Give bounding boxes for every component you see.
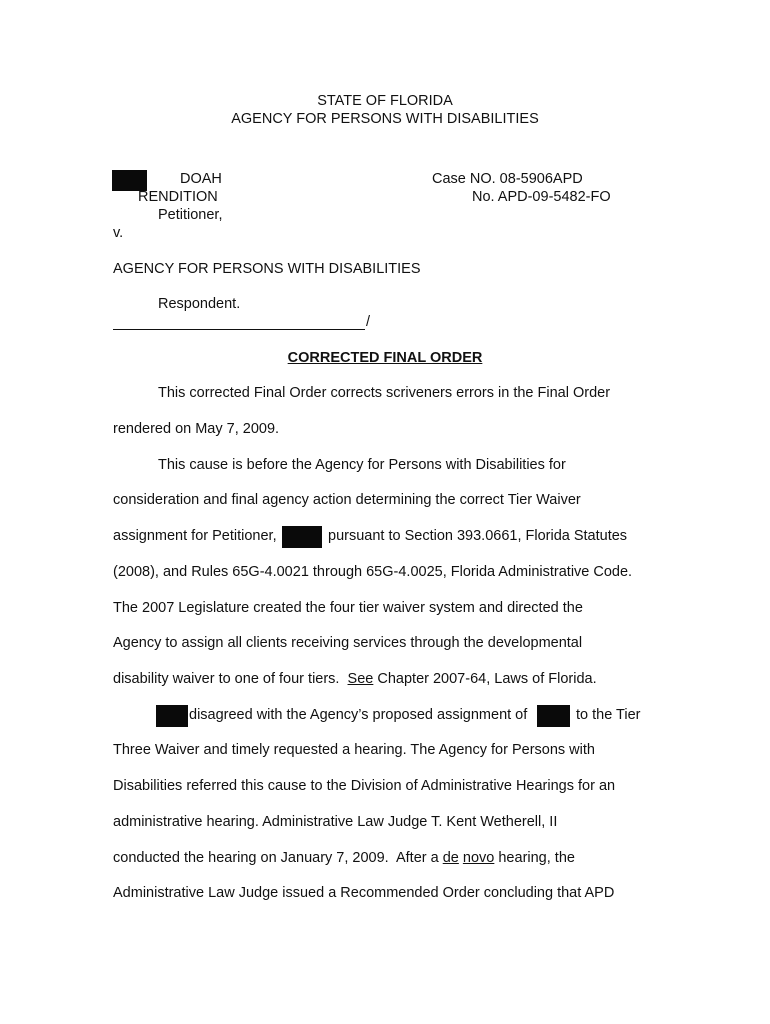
body-line: consideration and final agency action determining the correct Tier Waiver [113,492,581,508]
redaction-block [112,170,147,191]
body-line: Administrative Law Judge issued a Recommended Order concluding that APD [113,885,615,901]
order-title: CORRECTED FINAL ORDER [287,350,483,366]
body-line: rendered on May 7, 2009. [113,421,280,437]
agency-heading: AGENCY FOR PERSONS WITH DISABILITIES [231,111,539,127]
apd-number: No. APD-09-5482-FO [472,189,611,205]
state-heading: STATE OF FLORIDA [317,93,453,109]
body-text: hearing, the [494,850,575,866]
body-text: Chapter 2007-64, Laws of Florida. [373,671,597,687]
body-text: conducted the hearing on January 7, 2009. After a [113,850,443,866]
caption-rule [113,329,365,330]
body-line: pursuant to Section 393.0661, Florida Statutes [328,528,628,544]
body-line: disagreed with the Agency’s proposed assignment of [189,707,528,723]
body-line: administrative hearing. Administrative Law Judge T. Kent Wetherell, II [113,814,558,830]
body-line: (2008), and Rules 65G-4.0021 through 65G-4.0025, Florida Administrative Code. [113,564,633,580]
redaction-block [156,705,188,727]
redaction-block [282,526,322,548]
redaction-block [537,705,570,727]
body-line [113,671,597,687]
rendition-stamp: RENDITION [138,189,218,205]
body-line: The 2007 Legislature created the four tier waiver system and directed the [113,600,583,616]
body-line: assignment for Petitioner, [113,528,277,544]
case-number: Case NO. 08-5906APD [432,171,583,187]
body-line: Agency to assign all clients receiving services through the developmental [113,635,583,651]
body-line [113,850,575,866]
body-line: to the Tier [576,707,641,723]
doah-stamp: DOAH [180,171,222,187]
latin-term: novo [462,850,495,866]
petitioner-label: Petitioner, [158,207,223,223]
body-line: This cause is before the Agency for Persons with Disabilities for [158,457,566,473]
see-citation-signal: See [347,671,374,687]
respondent-label: Respondent. [158,296,241,312]
body-line: Disabilities referred this cause to the Division of Administrative Hearings for an [113,778,616,794]
body-line: This corrected Final Order corrects scriveners errors in the Final Order [158,385,611,401]
body-text: disability waiver to one of four tiers. [113,671,348,687]
caption-slash: / [366,314,371,330]
respondent-name: AGENCY FOR PERSONS WITH DISABILITIES [113,261,421,277]
versus-label: v. [113,225,124,241]
latin-term: de [442,850,459,866]
body-line: Three Waiver and timely requested a hearing. The Agency for Persons with [113,742,595,758]
